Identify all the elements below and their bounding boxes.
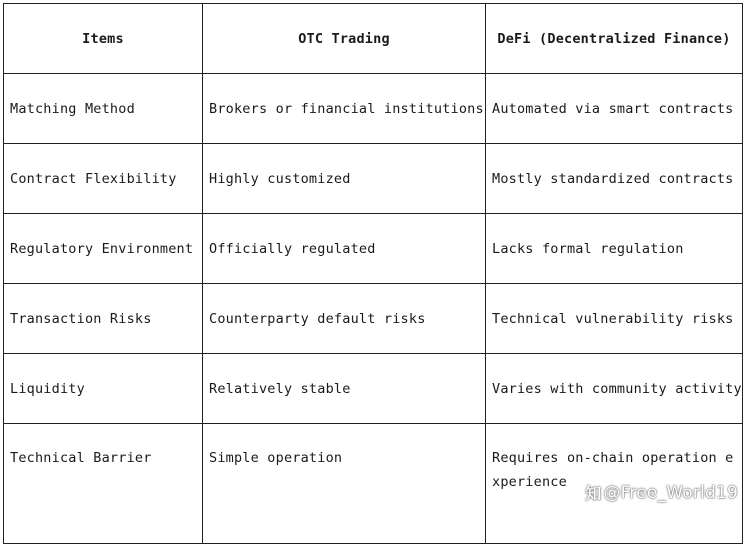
comparison-table <box>3 3 743 544</box>
otc-cell: Brokers or financial institutions <box>203 74 486 144</box>
header-otc-trading: OTC Trading <box>203 4 486 74</box>
row-label: Liquidity <box>4 354 203 424</box>
table-row <box>4 214 743 284</box>
table-row <box>4 144 743 214</box>
row-label: Technical Barrier <box>4 424 203 544</box>
header-defi: DeFi (Decentralized Finance) <box>486 4 743 74</box>
otc-cell: Highly customized <box>203 144 486 214</box>
otc-cell: Officially regulated <box>203 214 486 284</box>
otc-cell: Relatively stable <box>203 354 486 424</box>
row-label: Contract Flexibility <box>4 144 203 214</box>
header-row <box>4 4 743 74</box>
otc-cell: Simple operation <box>203 424 486 544</box>
defi-cell: Technical vulnerability risks <box>486 284 743 354</box>
table-row <box>4 354 743 424</box>
zhihu-logo-icon: 知 <box>585 484 602 503</box>
row-label: Regulatory Environment <box>4 214 203 284</box>
defi-cell: Lacks formal regulation <box>486 214 743 284</box>
defi-cell: Requires on-chain operation experience <box>486 424 743 544</box>
table-row <box>4 74 743 144</box>
defi-cell: Varies with community activity <box>486 354 743 424</box>
row-label: Transaction Risks <box>4 284 203 354</box>
watermark <box>585 481 738 504</box>
row-label: Matching Method <box>4 74 203 144</box>
watermark-text: @Free_World19 <box>603 482 738 503</box>
table-row <box>4 284 743 354</box>
defi-cell: Mostly standardized contracts <box>486 144 743 214</box>
otc-cell: Counterparty default risks <box>203 284 486 354</box>
header-items: Items <box>4 4 203 74</box>
defi-cell: Automated via smart contracts <box>486 74 743 144</box>
